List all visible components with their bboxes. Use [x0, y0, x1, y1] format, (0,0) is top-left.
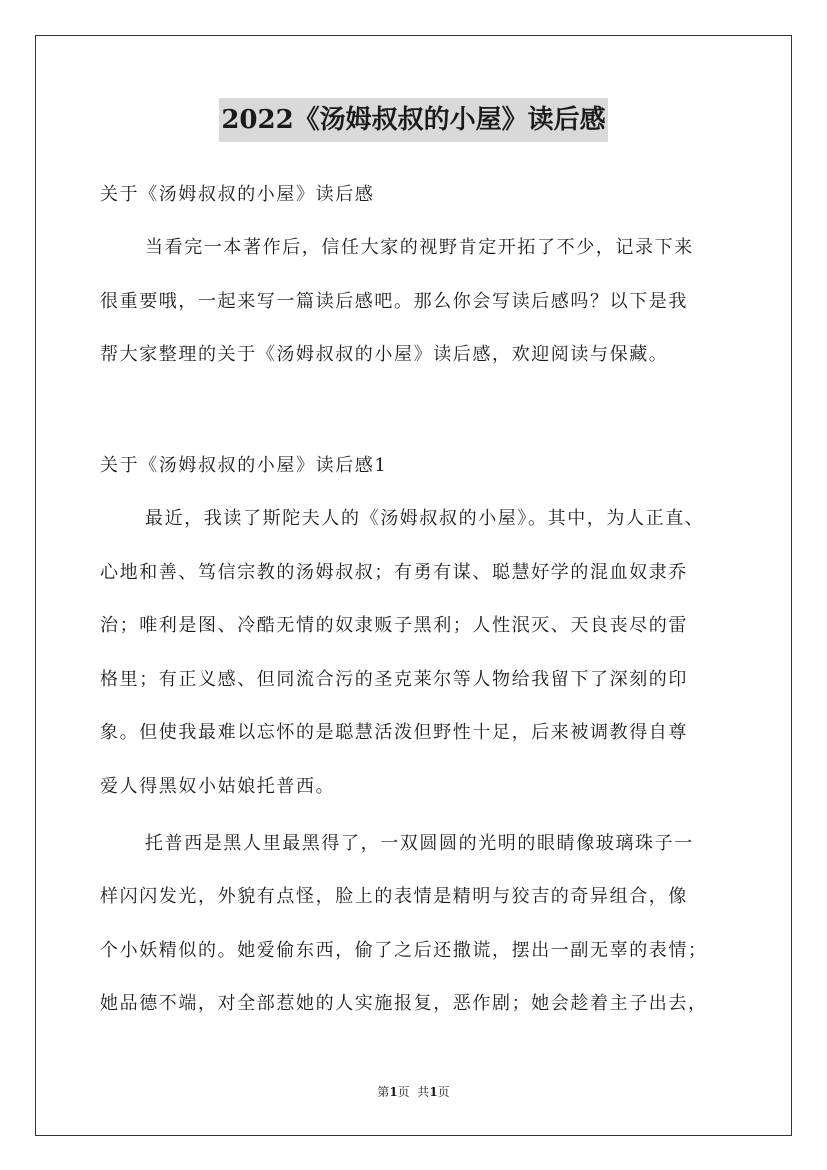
para1-line-6: 爱人得黑奴小姑娘托普西。: [100, 776, 336, 797]
para1-line-4: 格里；有正义感、但同流合污的圣克莱尔等人物给我留下了深刻的印: [100, 669, 688, 690]
subtitle: 关于《汤姆叔叔的小屋》读后感: [100, 184, 375, 205]
para1-line-1: 最近，我读了斯陀夫人的《汤姆叔叔的小屋》。其中，为人正直、: [145, 508, 705, 529]
footer-page-prefix: 第: [377, 1085, 390, 1099]
page-footer: [0, 1083, 827, 1101]
para2-line-1: 托普西是黑人里最黑得了，一双圆圆的光明的眼睛像玻璃珠子一: [145, 833, 694, 854]
para1-line-5: 象。但使我最难以忘怀的是聪慧活泼但野性十足，后来被调教得自尊: [100, 722, 688, 743]
para1-line-2: 心地和善、笃信宗教的汤姆叔叔；有勇有谋、聪慧好学的混血奴隶乔: [100, 562, 688, 583]
para1-line-3: 治；唯利是图、冷酷无情的奴隶贩子黑利；人性泯灭、天良丧尽的雷: [100, 615, 688, 636]
footer-page-current: 1: [389, 1085, 398, 1099]
para2-line-4: 她品德不端，对全部惹她的人实施报复，恶作剧；她会趁着主子出去，: [100, 993, 708, 1014]
document-title: 2022《汤姆叔叔的小屋》读后感: [219, 98, 607, 142]
intro-line-3: 帮大家整理的关于《汤姆叔叔的小屋》读后感，欢迎阅读与保藏。: [100, 344, 669, 365]
footer-page-suffix: 页: [437, 1085, 450, 1099]
footer-page-total: 1: [429, 1085, 438, 1099]
intro-line-1: 当看完一本著作后，信任大家的视野肯定开拓了不少，记录下来: [145, 237, 694, 258]
footer-page-mid: 页 共: [397, 1085, 430, 1099]
para2-line-2: 样闪闪发光，外貌有点怪，脸上的表情是精明与狡吉的奇异组合，像: [100, 886, 688, 907]
intro-line-2: 很重要哦，一起来写一篇读后感吧。那么你会写读后感吗？以下是我: [100, 291, 688, 312]
para2-line-3: 个小妖精似的。她爱偷东西，偷了之后还撒谎，摆出一副无辜的表情；: [100, 940, 708, 961]
section-heading: 关于《汤姆叔叔的小屋》读后感1: [100, 455, 388, 476]
title-block: [0, 98, 827, 142]
